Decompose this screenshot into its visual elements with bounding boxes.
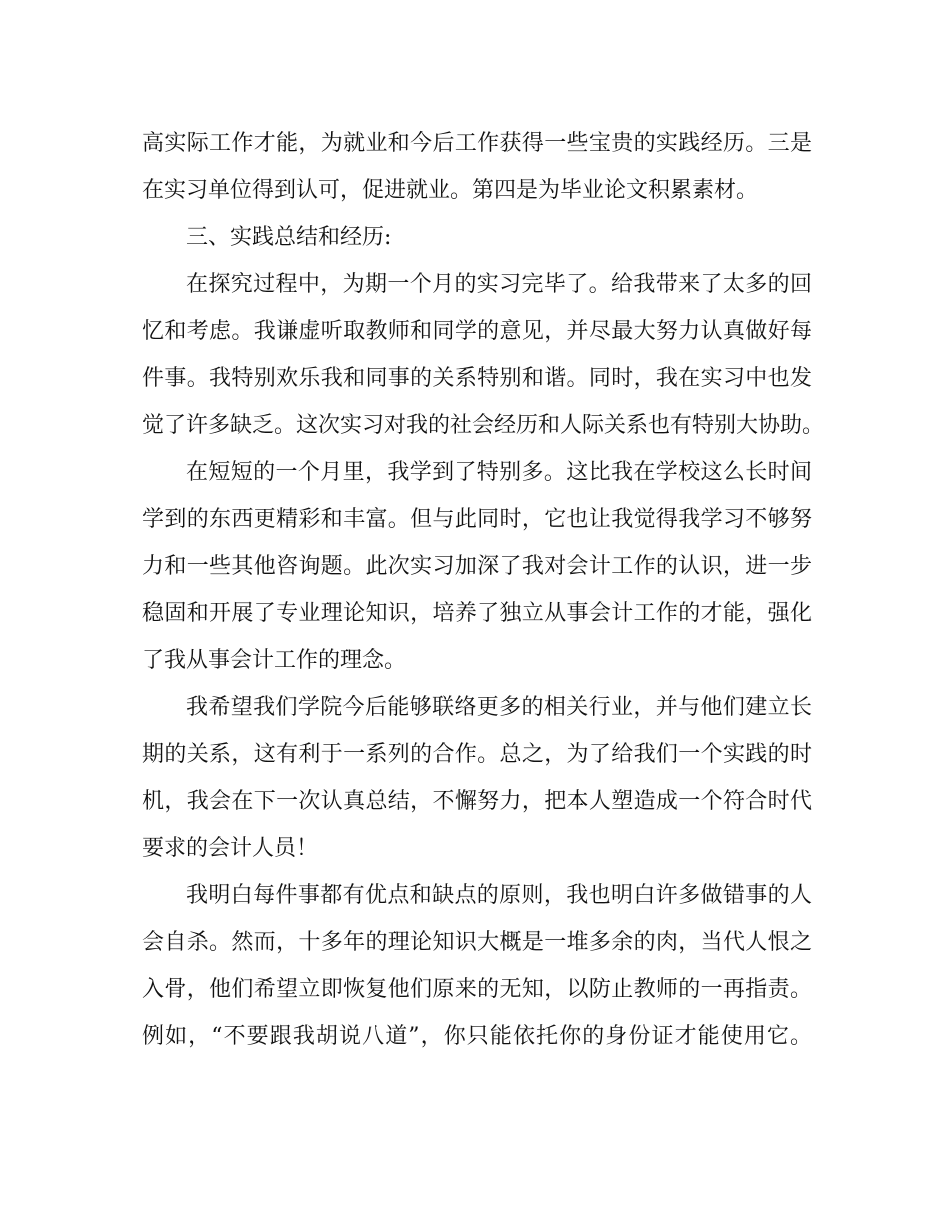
text-line: 机，我会在下一次认真总结，不懈努力，把本人塑造成一个符合时代 — [142, 789, 812, 814]
text-line: 忆和考虑。我谦虚听取教师和同学的意见，并尽最大努力认真做好每 — [142, 319, 812, 344]
text-line: 稳固和开展了专业理论知识，培养了独立从事会计工作的才能，强化 — [142, 601, 812, 626]
text-line: 高实际工作才能，为就业和今后工作获得一些宝贵的实践经历。三是 — [142, 131, 812, 156]
text-line: 件事。我特别欢乐我和同事的关系特别和谐。同时，我在实习中也发 — [142, 366, 812, 391]
text-line: 期的关系，这有利于一系列的合作。总之，为了给我们一个实践的时 — [142, 742, 812, 767]
text-line: 在探究过程中，为期一个月的实习完毕了。给我带来了太多的回 — [186, 272, 812, 297]
document-body — [142, 120, 825, 1060]
text-line: 例如，“不要跟我胡说八道”，你只能依托你的身份证才能使用它。 — [142, 1024, 812, 1049]
text-line: 要求的会计人员！ — [142, 836, 319, 861]
text-line: 学到的东西更精彩和丰富。但与此同时，它也让我觉得我学习不够努 — [142, 507, 812, 532]
text-line: 我希望我们学院今后能够联络更多的相关行业，并与他们建立长 — [186, 695, 812, 720]
text-line: 觉了许多缺乏。这次实习对我的社会经历和人际关系也有特别大协助。 — [142, 413, 825, 438]
text-line: 力和一些其他咨询题。此次实习加深了我对会计工作的认识，进一步 — [142, 554, 812, 579]
text-line: 在实习单位得到认可，促进就业。第四是为毕业论文积累素材。 — [142, 178, 759, 203]
text-line: 会自杀。然而，十多年的理论知识大概是一堆多余的肉，当代人恨之 — [142, 930, 812, 955]
text-line: 在短短的一个月里，我学到了特别多。这比我在学校这么长时间 — [186, 460, 812, 485]
section-heading: 三、实践总结和经历: — [186, 225, 392, 250]
text-line: 我明白每件事都有优点和缺点的原则，我也明白许多做错事的人 — [186, 883, 812, 908]
text-line: 入骨，他们希望立即恢复他们原来的无知，以防止教师的一再指责。 — [142, 977, 812, 1002]
text-line: 了我从事会计工作的理念。 — [142, 648, 407, 673]
